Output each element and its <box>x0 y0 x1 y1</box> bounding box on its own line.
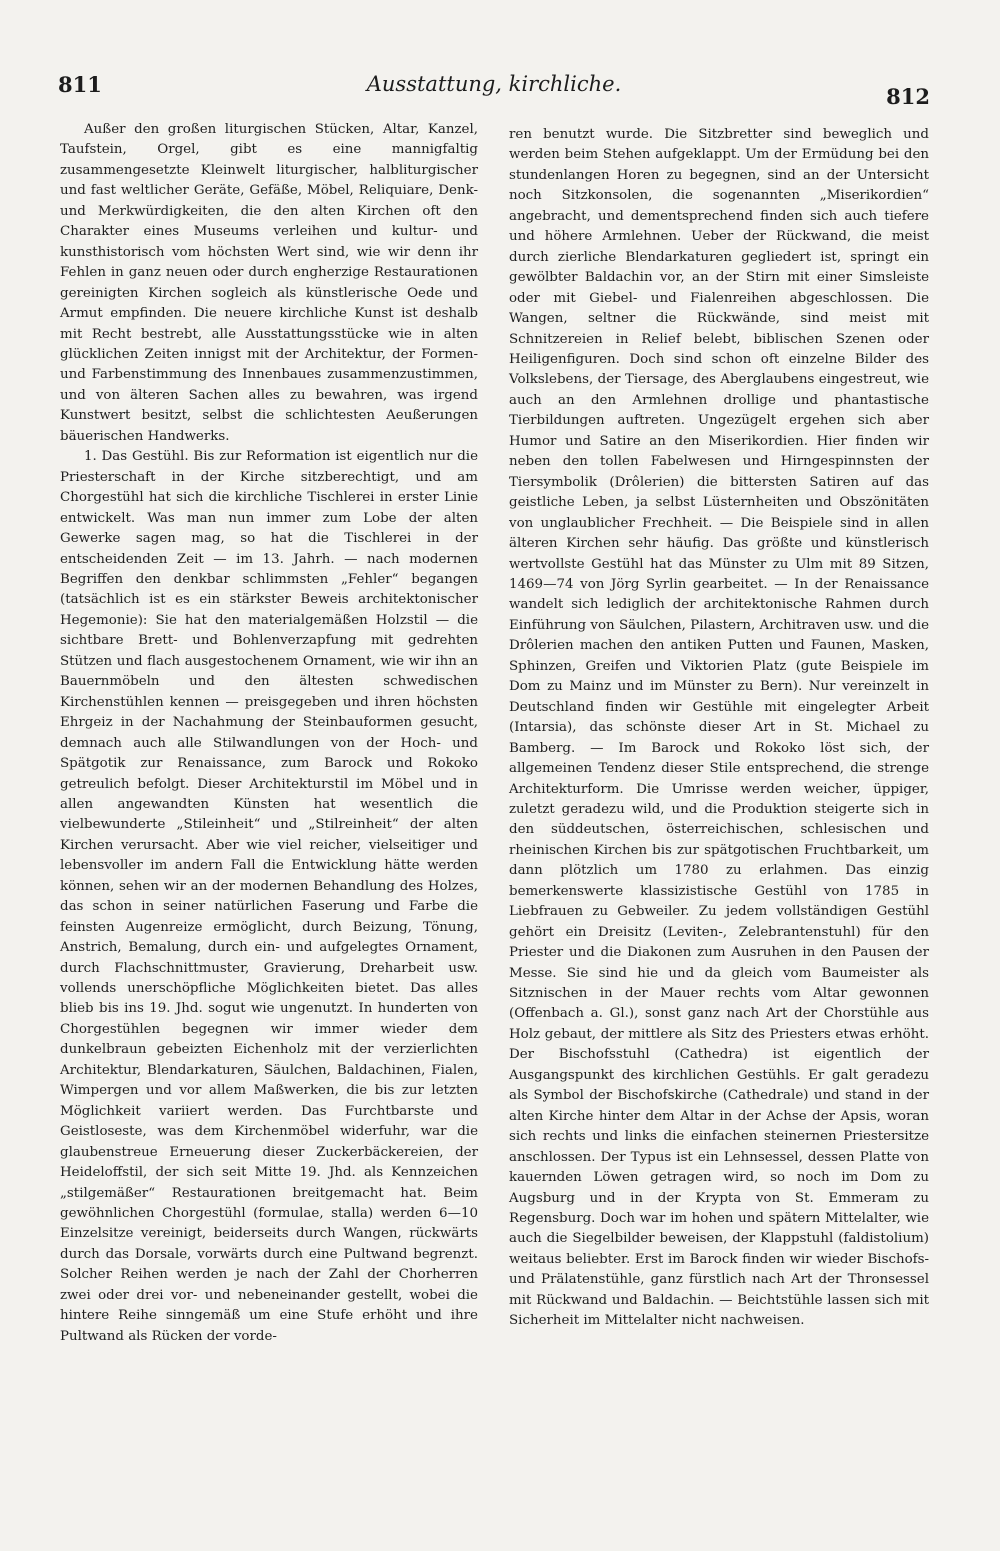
page-number-right: 812 <box>886 84 930 109</box>
paragraph: 1. Das Gestühl. Bis zur Reformation ist eigentlich nur die Priesterschaft in der Kirche sitzberechtigt, und am Chorgestühl hat sich die kirchliche Tischlerei in erster Linie entwickelt. Was man nun immer zum Lobe der alten Gewerke sagen mag, so hat die Tischlerei in der entscheidenden Zeit — im 13. Jahrh. — nach modernen Begriffen den denkbar schlimmsten „Fehler“ begangen (tatsächlich ist es ein stärkster Beweis architektonischer Hegemonie): Sie hat den materialgemäßen Holzstil — die sichtbare Brett- und Bohlenverzapfung mit gedrehten Stützen und flach ausgestochenem Ornament, wie wir ihn an Bauernmöbeln und den ältesten schwedischen Kirchenstühlen kennen — preisgegeben und ihren höchsten Ehrgeiz in der Nachahmung der Steinbauformen gesucht, demnach auch alle Stilwandlungen von der Hoch- und Spätgotik zur Renaissance, zum Barock und Rokoko getreulich befolgt. Dieser Architekturstil im Möbel und in allen angewandten Künsten hat wesentlich die vielbewunderte „Stileinheit“ und „Stilreinheit“ der alten Kirchen verursacht. Aber wie viel reicher, vielseitiger und lebensvoller im andern Fall die Entwicklung hätte werden können, sehen wir an der modernen Behandlung des Holzes, das schon in seiner natürlichen Faserung und Farbe die feinsten Augenreize ermöglicht, durch Beizung, Tönung, Anstrich, Bemalung, durch ein- und aufgelegtes Ornament, durch Flachschnittmuster, Gravierung, Dreharbeit usw. vollends unerschöpfliche Möglichkeiten bietet. Das alles blieb bis ins 19. Jhd. sogut wie ungenutzt. In hunderten von Chorgestühlen begegnen wir immer wieder dem dunkelbraun gebeizten Eichenholz mit der verzierlichten Architektur, Blendarkaturen, Säulchen, Baldachinen, Fialen, Wimpergen und vor allem Maßwerken, die bis zur letzten Möglichkeit variiert werden. Das Furchtbarste und Geistloseste, was dem Kirchenmöbel widerfuhr, war die glaubenstreue Erneuerung dieser Zuckerbäckereien, der Heideloffstil, der sich seit Mitte 19. Jhd. als Kennzeichen „stilgemäßer“ Restaurationen breitgemacht hat. Beim gewöhnlichen Chorgestühl (formulae, stalla) werden 6—10 Einzelsitze vereinigt, beiderseits durch Wangen, rückwärts durch das Dorsale, vorwärts durch eine Pultwand begrenzt. Solcher Reihen werden je nach der Zahl der Chorherren zwei oder drei vor- und nebeneinander gestellt, wobei die hintere Reihe sinngemäß um eine Stufe erhöht und ihre Pultwand als Rücken der vorde- <box>60 449 478 1344</box>
page-header <box>58 66 930 109</box>
page-number-left: 811 <box>58 72 102 97</box>
left-column <box>60 120 478 1347</box>
paragraph: Außer den großen liturgischen Stücken, Altar, Kanzel, Taufstein, Orgel, gibt es eine mannigfaltig zusammengesetzte Kleinwelt liturgischer, halbliturgischer und fast weltlicher Geräte, Gefäße, Möbel, Reliquiare, Denk- und Merkwürdigkeiten, die den alten Kirchen oft den Charakter eines Museums verleihen und kultur- und kunsthistorisch vom höchsten Wert sind, wie wir denn ihr Fehlen in ganz neuen oder durch engherzige Restaurationen gereinigten Kirchen sogleich als künstlerische Oede und Armut empfinden. Die neuere kirchliche Kunst ist deshalb mit Recht bestrebt, alle Ausstattungsstücke wie in alten glücklichen Zeiten innigst mit der Architektur, der Formen- und Farbenstimmung des Innenbaues zusammenzustimmen, und von älteren Sachen alles zu bewahren, was irgend Kunstwert besitzt, selbst die schlichtesten Aeußerungen bäuerischen Handwerks. <box>60 122 478 444</box>
paragraph: ren benutzt wurde. Die Sitzbretter sind beweglich und werden beim Stehen aufgeklappt. Um der Ermüdung bei den stundenlangen Horen zu begegnen, sind an der Untersicht noch Sitzkonsolen, die sogenannten „Miserikordien“ angebracht, und dementsprechend finden sich auch tiefere und höhere Armlehnen. Ueber der Rückwand, die meist durch zierliche Blendarkaturen gegliedert ist, springt ein gewölbter Baldachin vor, an der Stirn mit einer Simsleiste oder mit Giebel- und Fialenreihen abgeschlossen. Die Wangen, seltner die Rückwände, sind meist mit Schnitzereien in Relief belebt, biblischen Szenen oder Heiligenfiguren. Doch sind schon oft einzelne Bilder des Volkslebens, der Tiersage, des Aberglaubens eingestreut, wie auch an den Armlehnen drollige und phantastische Tierbildungen auftreten. Ungezügelt ergehen sich aber Humor und Satire an den Miserikordien. Hier finden wir neben den tollen Fabelwesen und Hirngespinnsten der Tiersymbolik (Drôlerien) die bittersten Satiren auf das geistliche Leben, ja selbst Lüsternheiten und Obszönitäten von unglaublicher Frechheit. — Die Beispiele sind in allen älteren Kirchen sehr häufig. Das größte und künstlerisch wertvollste Gestühl hat das Münster zu Ulm mit 89 Sitzen, 1469—74 von Jörg Syrlin gearbeitet. — In der Renaissance wandelt sich lediglich der architektonische Rahmen durch Einführung von Säulchen, Pilastern, Architraven usw. und die Drôlerien machen den antiken Putten und Faunen, Masken, Sphinzen, Greifen und Viktorien Platz (gute Beispiele im Dom zu Mainz und im Münster zu Bern). Nur vereinzelt in Deutschland finden wir Gestühle mit eingelegter Arbeit (Intarsia), das schönste dieser Art in St. Michael zu Bamberg. — Im Barock und Rokoko löst sich, der allgemeinen Tendenz dieser Stile entsprechend, die strenge Architekturform. Die Umrisse werden weicher, üppiger, zuletzt geradezu wild, und die Produktion steigerte sich in den süddeutschen, österreichischen, schlesischen und rheinischen Kirchen bis zur spätgotischen Fruchtbarkeit, um dann plötzlich um 1780 zu erlahmen. Das einzig bemerkenswerte klassizistische Gestühl von 1785 in Liebfrauen zu Gebweiler. Zu jedem vollständigen Gestühl gehört ein Dreisitz (Leviten-, Zelebrantenstuhl) für den Priester und die Diakonen zum Ausruhen in den Pausen der Messe. Sie sind hie und da gleich vom Baumeister als Sitznischen in der Mauer rechts vom Altar gewonnen (Offenbach a. Gl.), sonst ganz nach Art der Chorstühle aus Holz gebaut, der mittlere als Sitz des Priesters etwas erhöht. Der Bischofsstuhl (Cathedra) ist eigentlich der Ausgangspunkt des kirchlichen Gestühls. Er galt geradezu als Symbol der Bischofskirche (Cathedrale) und stand in der alten Kirche hinter dem Altar in der Achse der Apsis, woran sich rechts und links die einfachen steinernen Priestersitze anschlossen. Der Typus ist ein Lehnsessel, dessen Platte von kauernden Löwen getragen wird, so noch im Dom zu Augsburg und in der Krypta von St. Emmeram zu Regensburg. Doch war im hohen und spätern Mittelalter, wie auch die Siegelbilder beweisen, der Klappstuhl (faldistolium) weitaus beliebter. Erst im Barock finden wir wieder Bischofs- und Prälatenstühle, ganz fürstlich nach Art der Thronsessel mit Rückwand und Baldachin. — Beichtstühle lassen sich mit Sicherheit im Mittelalter nicht nachweisen. <box>509 127 929 1329</box>
right-column <box>509 125 929 1332</box>
running-title: Ausstattung, kirchliche. <box>366 72 622 96</box>
